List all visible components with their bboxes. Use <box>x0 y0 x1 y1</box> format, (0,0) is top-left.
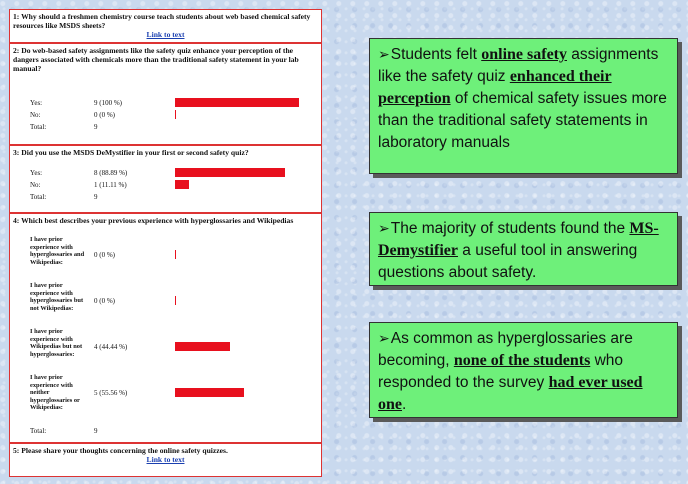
card-3-text-2: who responded to the survey <box>378 352 624 391</box>
card-1-text-3: of chemical safety issues more than the traditional safety statements in laboratory manuals <box>378 90 667 151</box>
card-3-text-3: . <box>402 396 407 413</box>
q4-wiki-only-value: 4 (44.44 %) <box>94 343 128 351</box>
q3-row-no <box>10 180 321 190</box>
q4-neither-bar <box>175 388 244 397</box>
q4-row-total <box>10 426 321 436</box>
q3-row-yes <box>10 168 321 178</box>
q2-no-value: 0 (0 %) <box>94 111 115 119</box>
question-1-title: 1: Why should a freshmen chemistry course teach students about web based chemical safety resources like MSDS sheets? <box>13 12 311 30</box>
q3-no-label: No: <box>30 181 41 189</box>
q2-total-label: Total: <box>30 123 47 131</box>
q4-total-value: 9 <box>94 427 98 435</box>
question-4-title: 4: Which best describes your previous experience with hyperglossaries and Wikipedias <box>13 216 294 225</box>
finding-card-2 <box>369 212 678 286</box>
q3-yes-label: Yes: <box>30 169 43 177</box>
q4-hyper-only-label: I have prior experience with hyperglossaries but not Wikipedias: <box>30 282 84 312</box>
card-3-text-1: As common as hyperglossaries are becoming, <box>378 330 633 369</box>
q4-neither-value: 5 (55.56 %) <box>94 389 128 397</box>
q3-yes-value: 8 (88.89 %) <box>94 169 128 177</box>
card-1-text-2: assignments like the safety quiz <box>378 46 659 85</box>
card-2-bold-1: MS-Demystifier <box>378 220 659 259</box>
q2-no-bar <box>175 110 176 119</box>
arrow-bullet-icon: ➢ <box>378 46 390 62</box>
q3-row-total <box>10 192 321 202</box>
question-2-title: 2: Do web-based safety assignments like the safety quiz enhance your perception of the dangers associated with chemicals more than the traditional safety statement in your lab manual? <box>13 46 299 73</box>
question-4 <box>9 213 322 443</box>
card-2-text-2: a useful tool in answering questions about safety. <box>378 242 638 281</box>
question-5-title: 5: Please share your thoughts concerning the online safety quizzes. <box>13 446 228 455</box>
question-5 <box>9 443 322 477</box>
q4-row-wiki-only <box>10 328 321 368</box>
card-2-text-1: The majority of students found the <box>390 220 630 237</box>
card-1-bold-2: enhanced their perception <box>378 68 612 107</box>
question-1 <box>9 9 322 43</box>
q2-yes-bar <box>175 98 299 107</box>
q4-row-both <box>10 236 321 276</box>
q2-no-label: No: <box>30 111 41 119</box>
q3-no-value: 1 (11.11 %) <box>94 181 127 189</box>
q2-yes-label: Yes: <box>30 99 43 107</box>
q2-total-value: 9 <box>94 123 98 131</box>
question-1-link[interactable]: Link to text <box>146 30 185 39</box>
survey-results-panel <box>9 9 322 477</box>
finding-card-3 <box>369 322 678 418</box>
q3-yes-bar <box>175 168 285 177</box>
q3-total-label: Total: <box>30 193 47 201</box>
question-2 <box>9 43 322 145</box>
q4-total-label: Total: <box>30 427 47 435</box>
q4-neither-label: I have prior experience with neither hyperglossaries or Wikipedias: <box>30 374 80 412</box>
q4-wiki-only-label: I have prior experience with Wikipedias but not hyperglossaries: <box>30 328 83 358</box>
q4-row-hyper-only <box>10 282 321 322</box>
q2-yes-value: 9 (100 %) <box>94 99 122 107</box>
card-1-text-1: Students felt <box>390 46 482 63</box>
q2-row-yes <box>10 98 321 108</box>
finding-card-1 <box>369 38 678 174</box>
card-3-bold-1: none of the students <box>453 352 591 369</box>
arrow-bullet-icon: ➢ <box>378 330 390 346</box>
q3-no-bar <box>175 180 189 189</box>
question-3-title: 3: Did you use the MSDS DeMystifier in your first or second safety quiz? <box>13 148 249 157</box>
card-1-bold-1: online safety <box>481 46 567 63</box>
question-5-link[interactable]: Link to text <box>146 455 185 464</box>
arrow-bullet-icon: ➢ <box>378 220 390 236</box>
question-3 <box>9 145 322 213</box>
q4-hyper-only-value: 0 (0 %) <box>94 297 115 305</box>
q3-total-value: 9 <box>94 193 98 201</box>
q2-row-total <box>10 122 321 132</box>
q4-hyper-only-bar <box>175 296 176 305</box>
q4-both-value: 0 (0 %) <box>94 251 115 259</box>
q4-both-bar <box>175 250 176 259</box>
card-3-bold-2: had ever used one <box>378 374 643 413</box>
q2-row-no <box>10 110 321 120</box>
q4-wiki-only-bar <box>175 342 230 351</box>
q4-both-label: I have prior experience with hyperglossaries and Wikipedias: <box>30 236 85 266</box>
q4-row-neither <box>10 374 321 414</box>
